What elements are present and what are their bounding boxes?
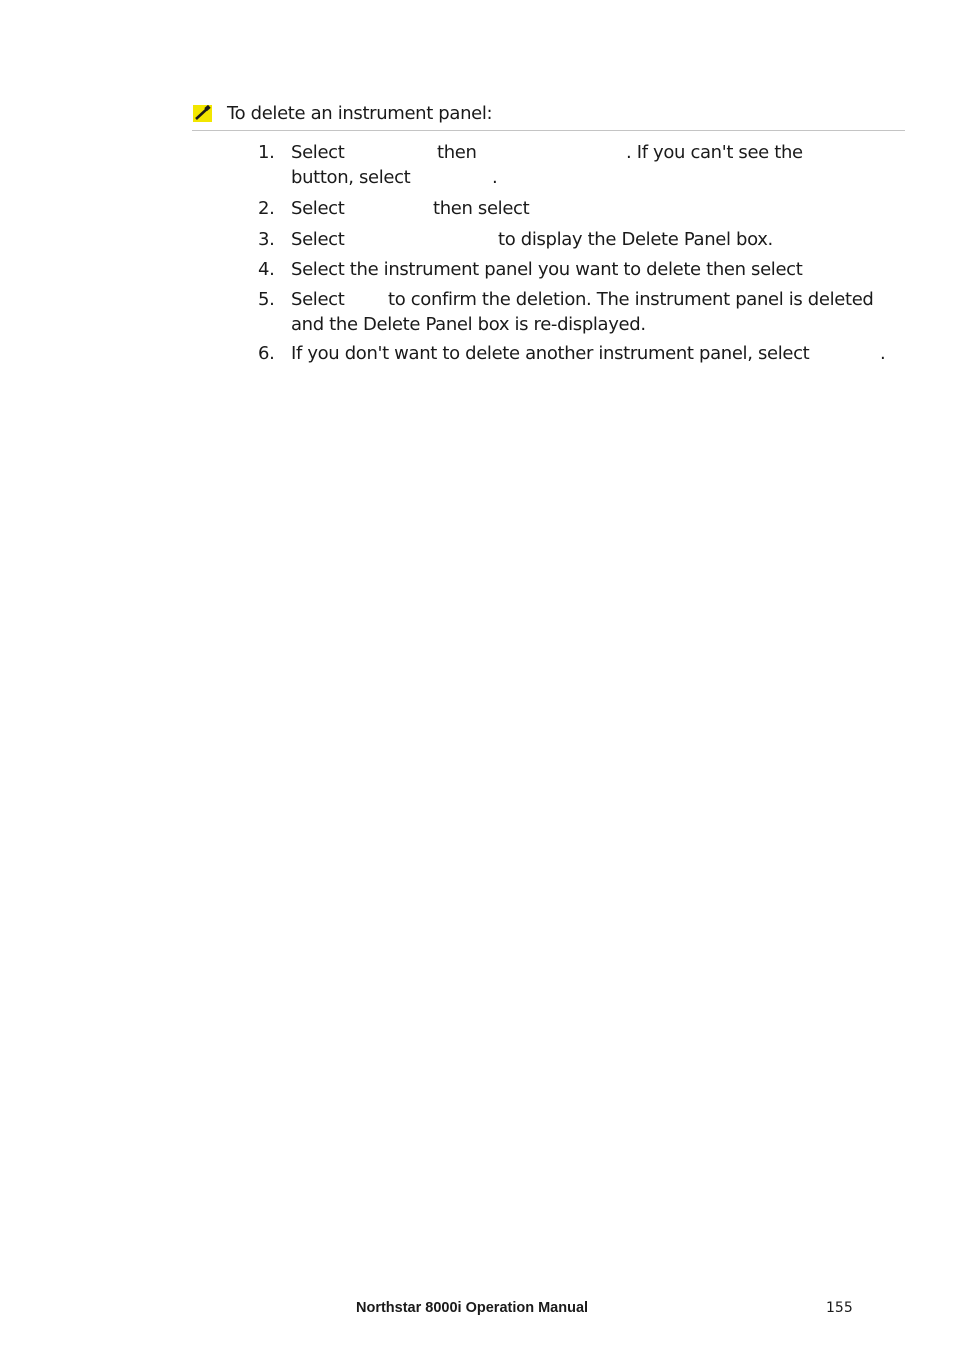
step-text: Select bbox=[291, 198, 345, 219]
procedure-heading-text: To delete an instrument panel: bbox=[227, 103, 493, 124]
step-text: then select bbox=[433, 198, 530, 219]
step-number: 3. bbox=[258, 229, 275, 250]
step-text: to display the Delete Panel box. bbox=[498, 229, 773, 250]
step-text: Select bbox=[291, 229, 345, 250]
procedure-pencil-icon bbox=[193, 105, 212, 122]
step-text: to confirm the deletion. The instrument panel is deleted bbox=[388, 289, 874, 310]
step-text: button, select bbox=[291, 167, 411, 188]
step-text: then bbox=[437, 142, 477, 163]
step-text: Select bbox=[291, 289, 345, 310]
procedure-heading bbox=[192, 100, 905, 131]
step-number: 5. bbox=[258, 289, 275, 310]
step-text: . bbox=[492, 167, 498, 188]
step-number: 6. bbox=[258, 343, 275, 364]
step-text: If you don't want to delete another instrument panel, select bbox=[291, 343, 810, 364]
step-text: . bbox=[880, 343, 886, 364]
footer-manual-title: Northstar 8000i Operation Manual bbox=[356, 1300, 589, 1316]
step-number: 2. bbox=[258, 198, 275, 219]
footer-page-number: 155 bbox=[826, 1300, 853, 1316]
step-number: 1. bbox=[258, 142, 275, 163]
step-text: and the Delete Panel box is re-displayed. bbox=[291, 314, 646, 335]
step-text: Select the instrument panel you want to delete then select bbox=[291, 259, 803, 280]
step-number: 4. bbox=[258, 259, 275, 280]
step-text: Select bbox=[291, 142, 345, 163]
step-text: . If you can't see the bbox=[626, 142, 803, 163]
